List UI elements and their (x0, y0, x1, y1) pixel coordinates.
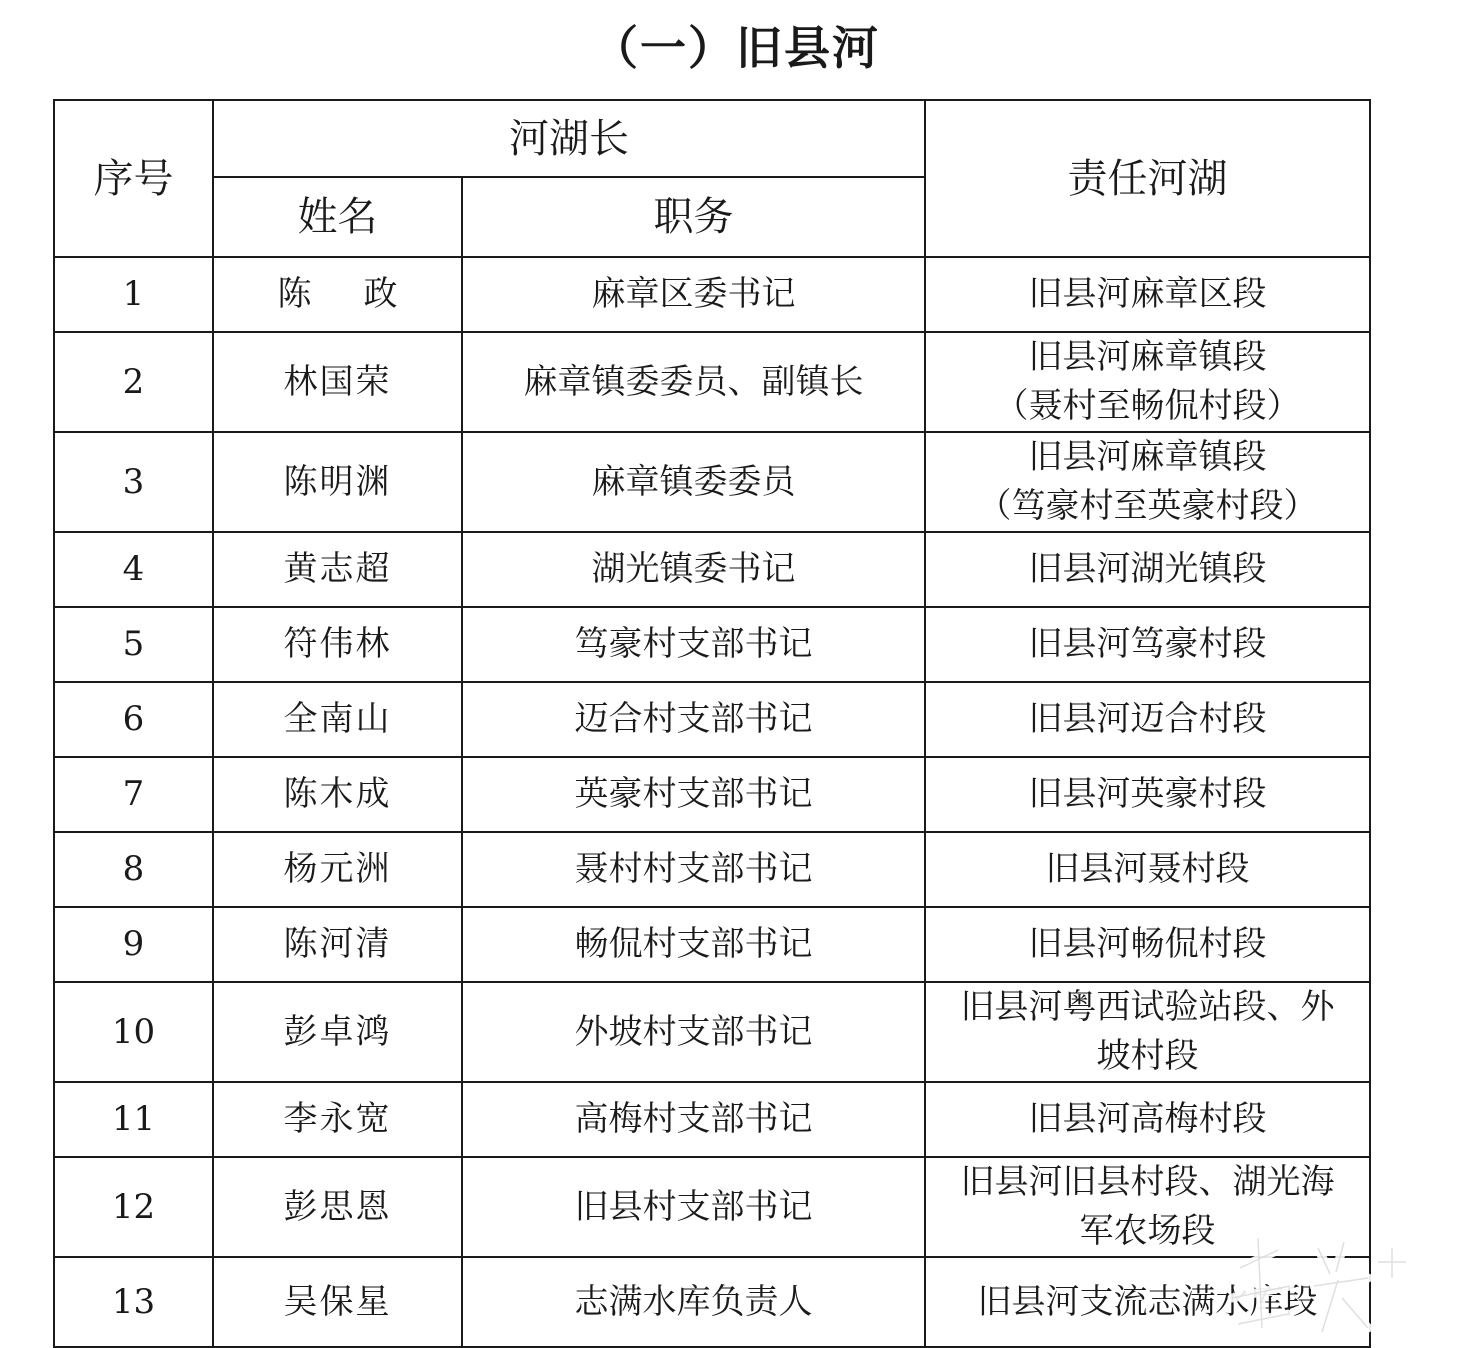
row-name: 黄志超 (213, 532, 462, 607)
table-row (54, 832, 1370, 907)
table-row (54, 682, 1370, 757)
row-river (925, 1082, 1370, 1157)
table-row (54, 607, 1370, 682)
row-name: 陈河清 (213, 907, 462, 982)
row-name: 杨元洲 (213, 832, 462, 907)
river-line: 旧县河迈合村段 (1028, 699, 1267, 739)
row-seq: 11 (54, 1082, 213, 1157)
name-second-part: 政 (363, 274, 398, 314)
header-position: 职务 (462, 177, 925, 257)
row-seq: 1 (54, 257, 213, 332)
row-position: 麻章镇委委员 (462, 432, 925, 532)
river-line: 旧县河粤西试验站段、外 (960, 987, 1335, 1027)
row-name: 陈明渊 (213, 432, 462, 532)
row-seq: 5 (54, 607, 213, 682)
row-position: 畅侃村支部书记 (462, 907, 925, 982)
river-line-2: 坡村段 (1096, 1036, 1199, 1076)
row-river (925, 907, 1370, 982)
row-name: 彭思恩 (213, 1157, 462, 1257)
row-position: 麻章镇委委员、副镇长 (462, 332, 925, 432)
row-seq: 12 (54, 1157, 213, 1257)
row-river (925, 332, 1370, 432)
row-river (925, 607, 1370, 682)
table-row (54, 332, 1370, 432)
row-river (925, 832, 1370, 907)
row-river (925, 1257, 1370, 1347)
row-position: 湖光镇委书记 (462, 532, 925, 607)
row-position: 英豪村支部书记 (462, 757, 925, 832)
row-position: 外坡村支部书记 (462, 982, 925, 1082)
row-name: 全南山 (213, 682, 462, 757)
river-line-2: 军农场段 (1079, 1211, 1216, 1251)
header-name: 姓名 (213, 177, 462, 257)
row-river (925, 532, 1370, 607)
river-line-2: （笃豪村至英豪村段） (977, 486, 1318, 526)
row-position: 高梅村支部书记 (462, 1082, 925, 1157)
row-seq: 13 (54, 1257, 213, 1347)
page-title: （一）旧县河 (592, 21, 880, 75)
table-row (54, 757, 1370, 832)
table-row (54, 907, 1370, 982)
row-river (925, 257, 1370, 332)
row-seq: 2 (54, 332, 213, 432)
river-line: 旧县河麻章镇段 (1028, 437, 1267, 477)
river-line: 旧县河麻章区段 (1028, 274, 1267, 314)
river-line: 旧县河笃豪村段 (1028, 624, 1267, 664)
table-row (54, 982, 1370, 1082)
row-position: 聂村村支部书记 (462, 832, 925, 907)
table-row (54, 532, 1370, 607)
table-row (54, 432, 1370, 532)
river-line: 旧县河畅侃村段 (1028, 924, 1267, 964)
row-position: 旧县村支部书记 (462, 1157, 925, 1257)
row-river (925, 757, 1370, 832)
table-row (54, 257, 1370, 332)
row-river (925, 682, 1370, 757)
river-line: 旧县河麻章镇段 (1028, 337, 1267, 377)
row-seq: 6 (54, 682, 213, 757)
river-line: 旧县河高梅村段 (1028, 1099, 1267, 1139)
row-river (925, 1157, 1370, 1257)
row-seq: 3 (54, 432, 213, 532)
row-name: 林国荣 (213, 332, 462, 432)
row-river (925, 982, 1370, 1082)
row-name (213, 257, 462, 332)
river-line-2: （聂村至畅侃村段） (994, 386, 1301, 426)
river-line: 旧县河旧县村段、湖光海 (960, 1162, 1335, 1202)
table-row (54, 1157, 1370, 1257)
name-given-part: 陈 (277, 274, 312, 314)
river-chief-table (53, 99, 1371, 1348)
row-name: 符伟林 (213, 607, 462, 682)
row-position: 志满水库负责人 (462, 1257, 925, 1347)
header-row (54, 100, 1370, 177)
header-river: 责任河湖 (925, 100, 1370, 257)
table-row (54, 1257, 1370, 1347)
row-name: 李永宽 (213, 1082, 462, 1157)
river-line: 旧县河支流志满水库段 (977, 1281, 1318, 1322)
row-river (925, 432, 1370, 532)
header-seq: 序号 (54, 100, 213, 257)
row-seq: 7 (54, 757, 213, 832)
row-position: 笃豪村支部书记 (462, 607, 925, 682)
row-position: 迈合村支部书记 (462, 682, 925, 757)
row-name: 陈木成 (213, 757, 462, 832)
header-chief-group: 河湖长 (213, 100, 925, 177)
row-seq: 8 (54, 832, 213, 907)
row-seq: 4 (54, 532, 213, 607)
table-row (54, 1082, 1370, 1157)
row-seq: 9 (54, 907, 213, 982)
row-name: 吴保星 (213, 1257, 462, 1347)
row-position: 麻章区委书记 (462, 257, 925, 332)
river-line: 旧县河聂村段 (1045, 849, 1250, 889)
river-line: 旧县河英豪村段 (1028, 774, 1267, 814)
row-name: 彭卓鸿 (213, 982, 462, 1082)
river-line: 旧县河湖光镇段 (1028, 549, 1267, 589)
row-seq: 10 (54, 982, 213, 1082)
